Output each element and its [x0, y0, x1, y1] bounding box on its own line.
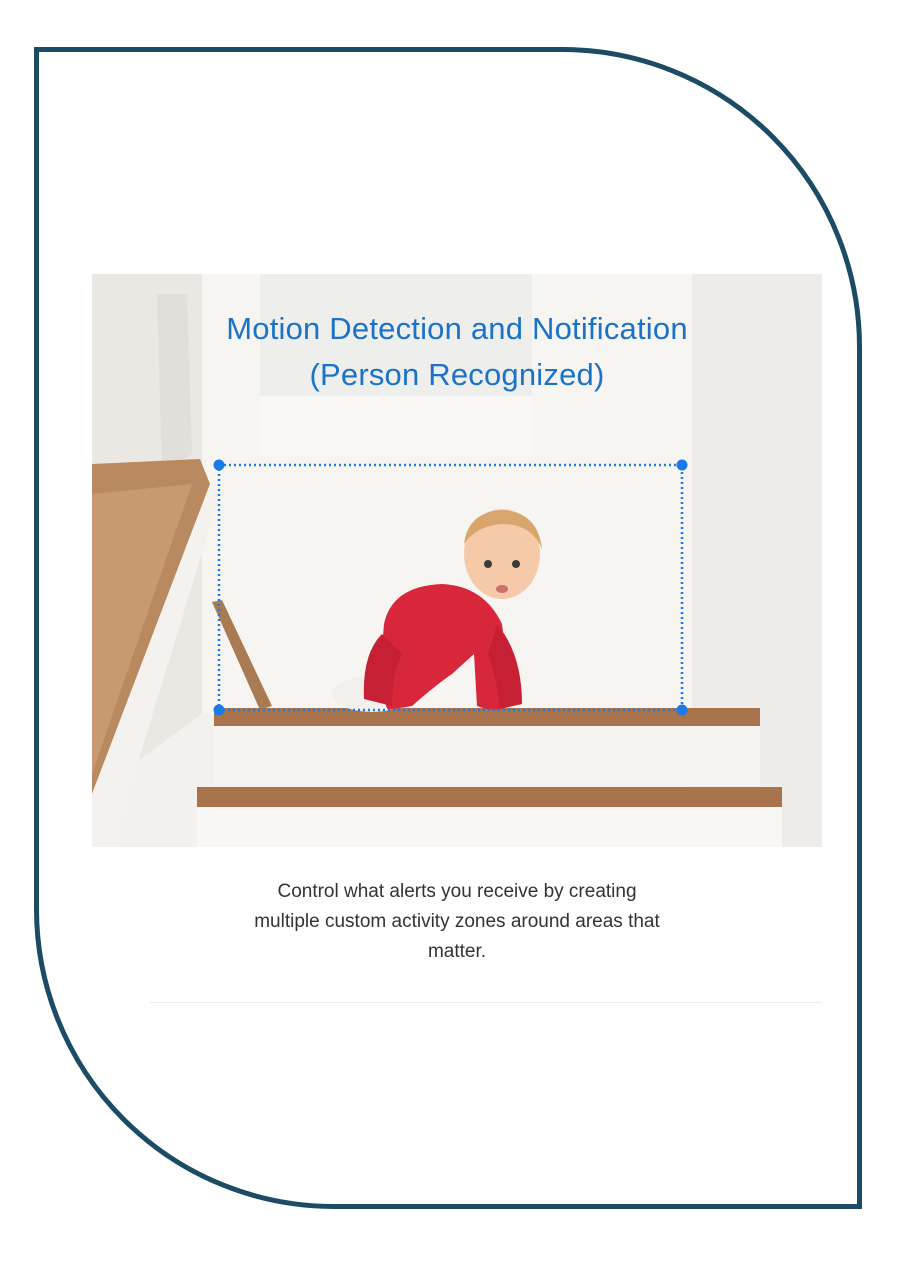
- divider: [150, 1002, 822, 1003]
- feature-title-line-1: Motion Detection and Notification: [226, 311, 688, 346]
- feature-title-line-2: (Person Recognized): [309, 357, 605, 392]
- feature-description: [190, 877, 724, 967]
- description-line-2: multiple custom activity zones around areas that: [254, 911, 660, 932]
- zone-handle-bottom-left[interactable]: [214, 705, 225, 716]
- feature-title: [92, 306, 822, 398]
- description-line-1: Control what alerts you receive by creating: [277, 881, 637, 902]
- zone-handle-top-right[interactable]: [677, 460, 688, 471]
- zone-handle-bottom-right[interactable]: [677, 705, 688, 716]
- description-line-3: matter.: [427, 941, 487, 962]
- stair-tread-2: [197, 787, 782, 807]
- zone-handle-top-left[interactable]: [214, 460, 225, 471]
